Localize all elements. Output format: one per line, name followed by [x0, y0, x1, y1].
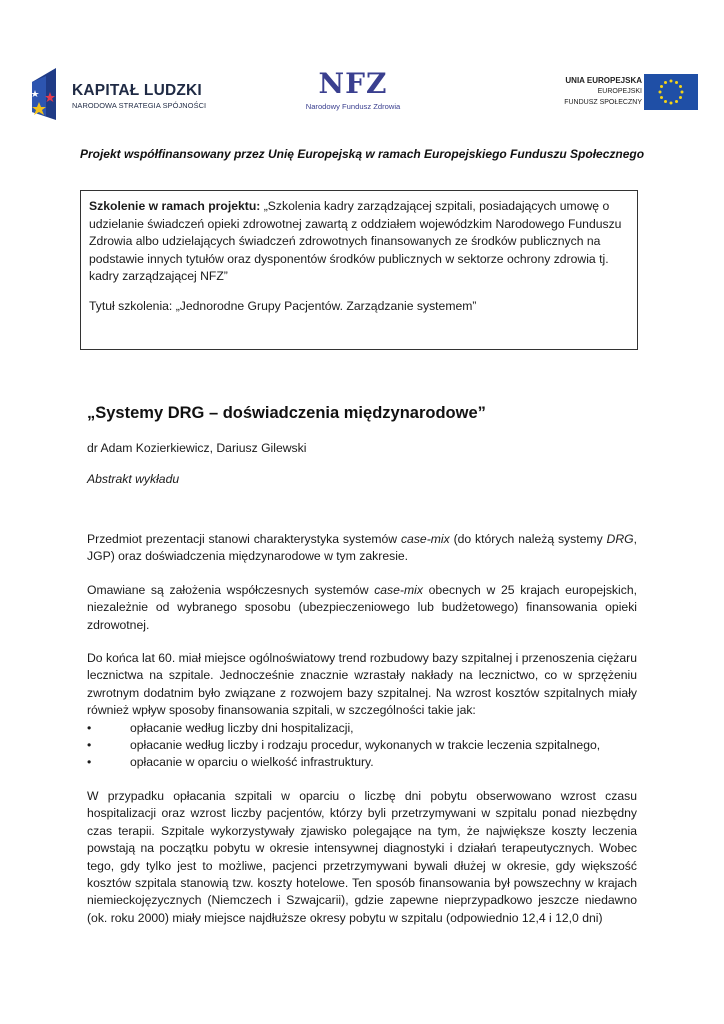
p1-text-c: (do których należą systemy	[449, 532, 607, 546]
project-text: „Szkolenia kadry zarządzającej szpitali, posiadających umowę o udzielanie świadczeń opieki zdrowotnej zawartą z oddziałem wojewódzkim Narodowego Funduszu Zdrowia albo udzielających świadczeń zdrowotnych finansowanych ze środków publicznych na podstawie innych tytułów oraz dysponentów środków publicznych w sektorze ochrony zdrowia tj. kadry zarządzającej NFZ”	[89, 199, 622, 284]
kapital-ludzki-title: KAPITAŁ LUDZKI	[72, 82, 202, 99]
eu-text	[564, 76, 642, 107]
bullet-3: •	[87, 755, 92, 770]
eu-flag-icon	[644, 74, 698, 110]
document-title: „Systemy DRG – doświadczenia międzynarodowe”	[87, 404, 486, 422]
financing-methods-list	[87, 720, 637, 772]
paragraph-1	[87, 531, 637, 566]
abstract-label: Abstrakt wykładu	[87, 472, 180, 486]
nfz-subtitle: Narodowy Fundusz Zdrowia	[305, 102, 401, 111]
training-info-box	[80, 190, 638, 350]
authors: dr Adam Kozierkiewicz, Dariusz Gilewski	[87, 441, 307, 455]
body-text	[87, 531, 637, 943]
project-cofinancing-line: Projekt współfinansowany przez Unię Europejską w ramach Europejskiego Funduszu Społecznego	[79, 147, 645, 161]
eu-logo	[540, 74, 700, 114]
p2-text-c: obecnych w 25 krajach europejskich, niezależnie od wybranego sposobu (ubezpieczeniowego lub budżetowego) finansowania opieki zdrowotnej.	[87, 582, 637, 632]
bullet-1: •	[87, 720, 92, 735]
kapital-ludzki-logo	[26, 62, 216, 122]
eu-line-2: EUROPEJSKI	[597, 88, 642, 95]
nfz-logo-text: NFZ	[318, 67, 388, 100]
training-title: Tytuł szkolenia: „Jednorodne Grupy Pacjentów. Zarządzanie systemem”	[89, 298, 477, 313]
list-item-text: opłacanie w oparciu o wielkość infrastruktury.	[130, 755, 374, 770]
p2-text-a: Omawiane są założenia współczesnych systemów	[87, 582, 375, 597]
list-item	[87, 720, 637, 737]
p1-italic-drg: DRG	[606, 532, 634, 546]
p2-italic-case-mix: case-mix	[374, 582, 423, 597]
list-item-text: opłacanie według liczby dni hospitalizacji,	[130, 720, 354, 735]
project-description	[89, 198, 629, 286]
paragraph-2	[87, 582, 637, 634]
header	[0, 62, 724, 126]
list-item-text: opłacanie według liczby i rodzaju procedur, wykonanych w trakcie leczenia szpitalnego,	[130, 738, 601, 753]
paragraph-4: W przypadku opłacania szpitali w oparciu o liczbę dni pobytu obserwowano wzrost czasu hospitalizacji oraz wzrost liczby pacjentów, którzy byli przetrzymywani w szpitalu ponad niezbędny czas terapii. Szpitale wykorzystywały zjawisko polegające na tym, że największe koszty leczenia powstają na początku pobytu w okresie intensywnej diagnostyki i działań terapeutycznych. Wobec tego, gdy tylko jest to możliwe, pacjenci przetrzymywani bywali dłużej w okresie, gdy większość kosztów szpitala stanowią tzw. koszty hotelowe. Ten sposób finansowania był powszechny w krajach niemieckojęzycznych (Niemczech i Szwajcarii), gdzie zapewne nieprzypadkowo jeszcze niedawno (ok. roku 2000) miały miejsce najdłuższe okresy pobytu w szpitalu (odpowiednio 12,4 i 12,0 dni)	[87, 788, 637, 925]
kapital-ludzki-emblem-icon	[26, 62, 70, 122]
list-item	[87, 737, 637, 754]
eu-line-3: FUNDUSZ SPOŁECZNY	[564, 99, 642, 106]
project-label: Szkolenie w ramach projektu:	[89, 199, 261, 213]
paragraph-3: Do końca lat 60. miał miejsce ogólnoświatowy trend rozbudowy bazy szpitalnej i przenoszenia ciężaru lecznictwa na szpitale. Jednocześnie znacznie wzrastały nakłady na lecznictwo, co w sprzężeniu zwrotnym dodatnim było związane z rozwojem bazy szpitalnej. Na wzrost kosztów szpitalnych miały również wpływ sposoby finansowania szpitali, w szczególności takie jak:	[87, 651, 637, 718]
nfz-logo	[298, 67, 408, 120]
p1-italic-case-mix: case-mix	[400, 532, 450, 546]
eu-line-1: UNIA EUROPEJSKA	[565, 76, 642, 85]
p1-text-a: Przedmiot prezentacji stanowi charakterystyka systemów	[87, 532, 401, 546]
list-item	[87, 754, 637, 771]
p1-text-e: , JGP) oraz doświadczenia międzynarodowe w tym zakresie.	[87, 532, 638, 564]
kapital-ludzki-subtitle: NARODOWA STRATEGIA SPÓJNOŚCI	[72, 101, 207, 110]
bullet-2: •	[87, 738, 92, 753]
